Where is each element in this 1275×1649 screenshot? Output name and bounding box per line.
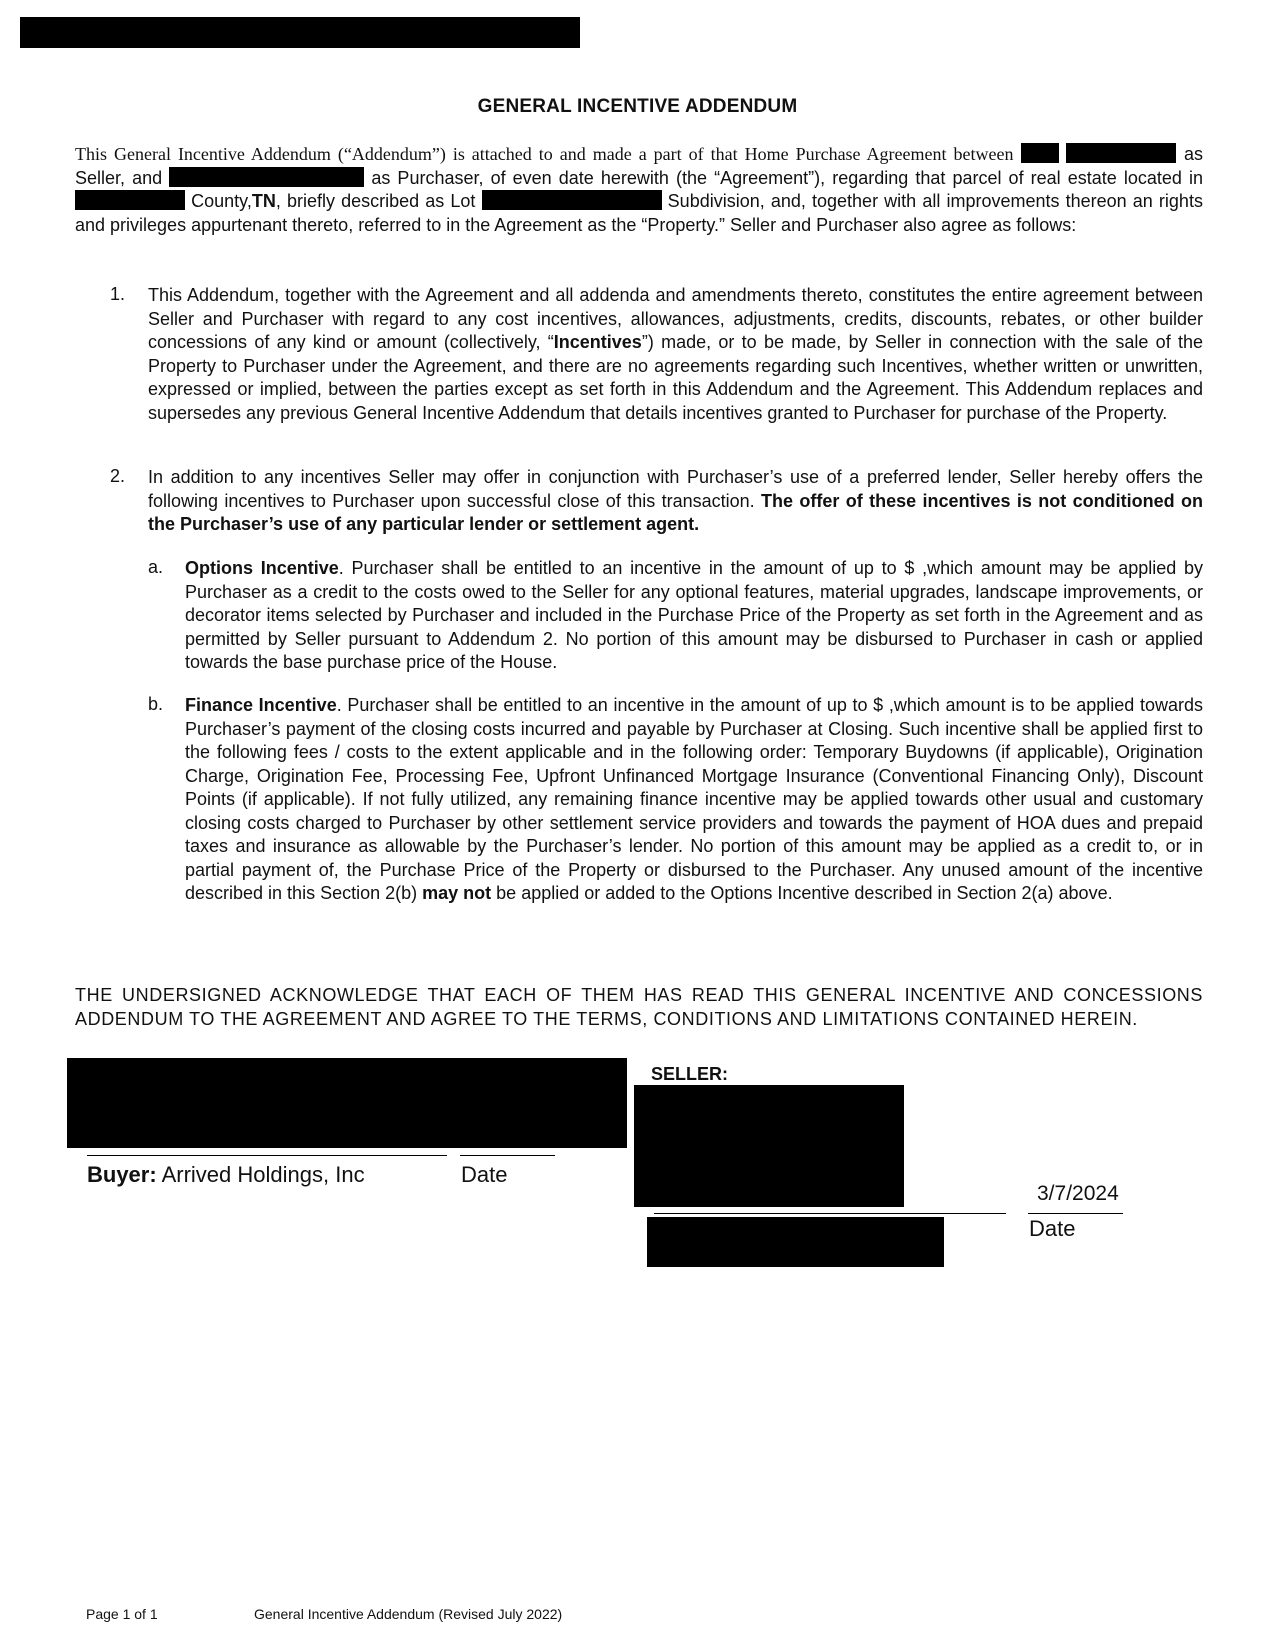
options-incentive-amount: , (922, 558, 928, 578)
footer-page-number: Page 1 of 1 (86, 1606, 158, 1622)
page-title: GENERAL INCENTIVE ADDENDUM (477, 96, 798, 117)
redacted-lot (482, 190, 662, 210)
seller-date-value: 3/7/2024 (1037, 1182, 1119, 1205)
section-2a-letter: a. (148, 557, 164, 577)
buyer-date-label: Date (461, 1162, 508, 1187)
section-2b-text-b: which amount is to be applied towards Purchaser’s payment of the closing costs incurred and payable by Purchaser at Closing. Such incentive shall be applied first to the following fees / costs to the extent applicable and in the following order: Temporary Buydowns (if applicable), Origination Charge, Origination Fee, Processing Fee, Upfront Unfinanced Mortgage Insurance (Conventional Financing Only), Discount Points (if applicable). If not fully utilized, any remaining finance incentive may be applied towards other usual and customary closing costs charged to Purchaser by other settlement service providers and towards the payment of HOA dues and prepaid taxes and insurance as allowable by the Purchaser’s lender. No portion of this amount may be applied as a credit to, or in partial payment of, the Purchase Price of the Property or disbursed to the Purchaser. Any unused amount of the incentive described in this Section 2(b) (185, 695, 1203, 903)
section-2a-text-a: . Purchaser shall be entitled to an incentive in the amount of up to $ (338, 558, 915, 578)
section-2-number: 2. (110, 466, 126, 486)
section-2b-text-a: . Purchaser shall be entitled to an incentive in the amount of up to $ (336, 695, 884, 715)
intro-state: TN (251, 191, 276, 211)
section-2-text (148, 466, 1203, 537)
intro-briefly: , briefly described as Lot (275, 191, 476, 211)
seller-date-label: Date (1029, 1216, 1076, 1241)
footer-form-name: General Incentive Addendum (Revised July 2022) (254, 1606, 563, 1622)
seller-label: SELLER: (651, 1064, 729, 1084)
section-1-number: 1. (110, 284, 126, 304)
redacted-seller-name-2 (1066, 143, 1176, 163)
redacted-seller-name-block (647, 1217, 944, 1267)
seller-signature-line (654, 1213, 1006, 1214)
redacted-seller-signature (634, 1085, 904, 1207)
section-2-text-main: In addition to any incentives Seller may offer in conjunction with Purchaser’s use of a preferred lender, Seller hereby offers the following incentives to Purchaser upon successful close of this transaction. (148, 467, 1203, 511)
options-incentive-heading: Options Incentive (185, 558, 339, 578)
intro-paragraph (75, 143, 1203, 237)
buyer-label: Buyer: (87, 1162, 157, 1187)
section-1-text-b: ”) made, or to be made, by Seller in connection with the sale of the Property to Purchaser under the Agreement, and there are no agreements regarding such Incentives, whether written or unwritten, expressed or implied, between the parties except as set forth in this Addendum and the Agreement. This Addendum replaces and supersedes any previous General Incentive Addendum that details incentives granted to Purchaser for purchase of the Property. (148, 332, 1203, 423)
buyer-name: Arrived Holdings, Inc (161, 1162, 365, 1187)
intro-subdivision: Subdivision, and, together with all improvements thereon an rights and privileges appurtenant thereto, referred to in the Agreement as the “Property.” Seller and Purchaser also agree as follows: (75, 191, 1203, 235)
buyer-label-row (87, 1162, 365, 1188)
redacted-header (20, 17, 580, 48)
redacted-purchaser-name (169, 167, 364, 187)
redacted-county (75, 190, 185, 210)
section-2b-letter: b. (148, 694, 164, 714)
buyer-signature-line (87, 1155, 447, 1156)
section-2a-text-b: which amount may be applied by Purchaser as a credit to the costs owed to the Seller for any optional features, material upgrades, landscape improvements, or decorator items selected by Purchaser and included in the Purchase Price of the Property as set forth in the Agreement and as permitted by Seller pursuant to Addendum 2. No portion of this amount may be disbursed to Purchaser in cash or applied towards the base purchase price of the House. (185, 558, 1203, 672)
intro-text-1: This General Incentive Addendum (“Addendum”) is attached to and made a part of that Home Purchase Agreement between (75, 144, 1014, 164)
intro-as-purchaser: as Purchaser, of even date herewith (the “Agreement”), regarding that parcel of real estate located in (371, 167, 1204, 188)
section-2-bold-text: The offer of these incentives is not conditioned on the Purchaser’s use of any particular lender or settlement agent. (148, 490, 1203, 534)
finance-incentive-heading: Finance Incentive (185, 695, 337, 715)
intro-county: County, (191, 191, 252, 211)
section-1-text-a: This Addendum, together with the Agreement and all addenda and amendments thereto, constitutes the entire agreement between Seller and Purchaser with regard to any cost incentives, allowances, adjustments, credits, discounts, rebates, or other builder concessions of any kind or amount (collectively, “ (148, 285, 1203, 352)
section-1-bold-term: Incentives (553, 332, 642, 352)
finance-incentive-amount: , (888, 695, 894, 715)
intro-as-seller: as Seller, and (75, 144, 1203, 188)
redacted-buyer-signature (67, 1058, 627, 1148)
acknowledgement-text: THE UNDERSIGNED ACKNOWLEDGE THAT EACH OF THEM HAS READ THIS GENERAL INCENTIVE AND CONCESSIONS ADDENDUM TO THE AGREEMENT AND AGREE TO THE TERMS, CONDITIONS AND LIMITATIONS CONTAINED HEREIN. (75, 985, 1203, 1029)
seller-date-line (1028, 1213, 1123, 1214)
section-2b-text-c: be applied or added to the Options Incentive described in Section 2(a) above. (496, 883, 1113, 903)
section-2a-text (185, 557, 1203, 675)
section-1-text (148, 284, 1203, 425)
section-2b-bold-text: may not (422, 883, 492, 903)
buyer-date-line (460, 1155, 555, 1156)
section-2b-text (185, 694, 1203, 906)
redacted-seller-name (1021, 143, 1059, 163)
